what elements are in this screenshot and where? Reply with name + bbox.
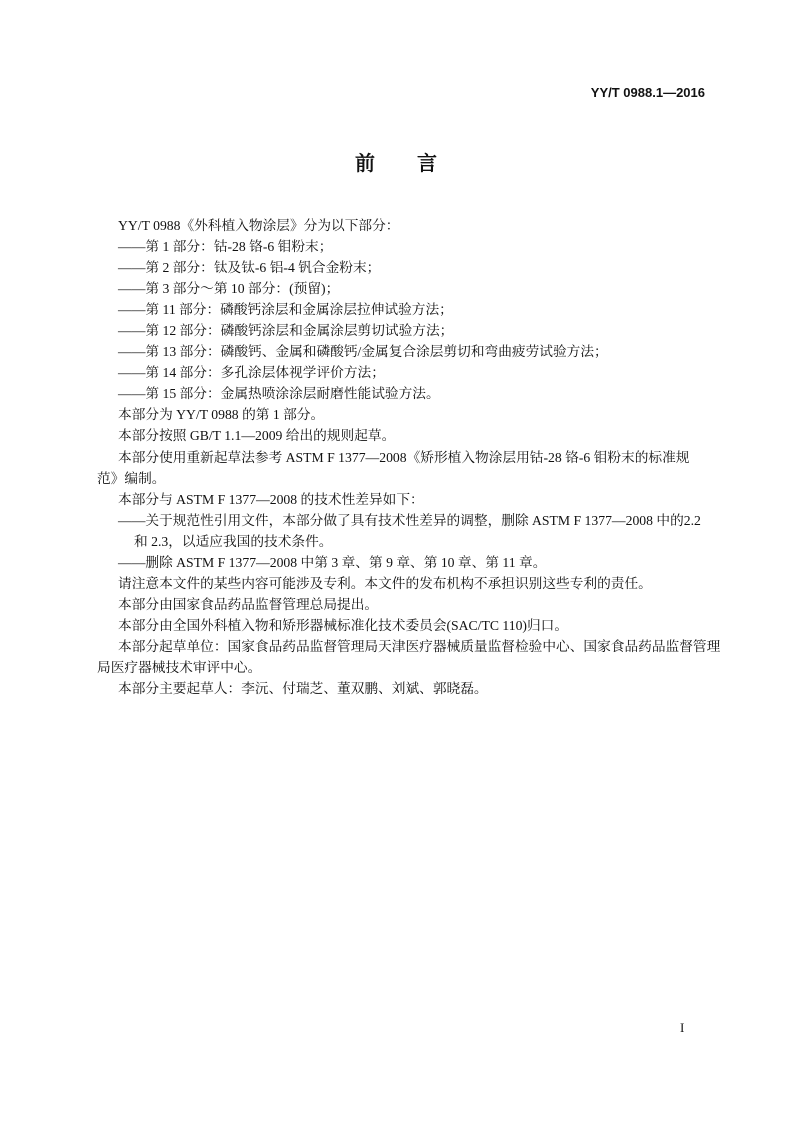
paragraph-drafting-units — [0, 636, 794, 678]
list-item-part-14 — [0, 362, 794, 383]
list-item-difference-references — [0, 510, 794, 552]
body-line: 本部分由国家食品药品监督管理总局提出。 — [118, 596, 379, 612]
list-item-part-15 — [0, 383, 794, 404]
foreword-body — [0, 215, 794, 699]
body-line: ——第 3 部分～第 10 部分：(预留)； — [118, 281, 340, 297]
body-line: 范》编制。 — [97, 470, 166, 486]
body-line: ——第 12 部分：磷酸钙涂层和金属涂层剪切试验方法； — [118, 323, 454, 339]
body-line: 本部分为 YY/T 0988 的第 1 部分。 — [118, 407, 325, 423]
list-item-part-13 — [0, 341, 794, 362]
list-item-part-3-10 — [0, 278, 794, 299]
body-line: 和 2.3，以适应我国的技术条件。 — [134, 533, 333, 549]
paragraph-drafting-rules — [0, 425, 794, 446]
paragraph-patent-notice — [0, 573, 794, 594]
paragraph-proposed-by — [0, 594, 794, 615]
paragraph-differences-intro — [0, 489, 794, 510]
paragraph-drafters — [0, 678, 794, 699]
body-line: ——第 2 部分：钛及钛-6 铝-4 钒合金粉末； — [118, 260, 381, 276]
list-item-part-11 — [0, 299, 794, 320]
body-line: ——第 15 部分：金属热喷涂涂层耐磨性能试验方法。 — [118, 386, 440, 402]
body-line: ——第 11 部分：磷酸钙涂层和金属涂层拉伸试验方法； — [118, 302, 453, 318]
body-line: 本部分使用重新起草法参考 ASTM F 1377—2008《矫形植入物涂层用钴-28 铬-6 钼粉末的标准规 — [118, 449, 690, 465]
list-item-part-2 — [0, 257, 794, 278]
body-line: YY/T 0988《外科植入物涂层》分为以下部分： — [118, 218, 400, 233]
body-line: ——第 13 部分：磷酸钙、金属和磷酸钙/金属复合涂层剪切和弯曲疲劳试验方法； — [118, 344, 608, 360]
paragraph-parts-intro — [0, 215, 794, 236]
section-title: 前言 — [355, 151, 479, 175]
body-line: 本部分主要起草人：李沅、付瑞芝、董双鹏、刘斌、郭晓磊。 — [118, 681, 488, 697]
standard-number: YY/T 0988.1—2016 — [590, 85, 705, 100]
body-line: ——第 14 部分：多孔涂层体视学评价方法； — [118, 365, 385, 381]
body-line: 局医疗器械技术审评中心。 — [97, 659, 262, 675]
list-item-part-1 — [0, 236, 794, 257]
page-number: I — [680, 1020, 685, 1035]
body-line: 本部分按照 GB/T 1.1—2009 给出的规则起草。 — [118, 428, 396, 444]
list-item-difference-chapters — [0, 552, 794, 573]
paragraph-redrafting-method — [0, 447, 794, 489]
paragraph-part-statement — [0, 404, 794, 425]
body-line: 本部分与 ASTM F 1377—2008 的技术性差异如下： — [118, 491, 424, 507]
body-line: 请注意本文件的某些内容可能涉及专利。本文件的发布机构不承担识别这些专利的责任。 — [118, 575, 652, 591]
body-line: ——第 1 部分：钴-28 铬-6 钼粉末； — [118, 239, 333, 255]
paragraph-under-jurisdiction — [0, 615, 794, 636]
list-item-part-12 — [0, 320, 794, 341]
body-line: ——关于规范性引用文件，本部分做了具有技术性差异的调整，删除 ASTM F 1377—2008 中的2.2 — [118, 512, 701, 528]
body-line: 本部分由全国外科植入物和矫形器械标准化技术委员会(SAC/TC 110)归口。 — [118, 617, 569, 633]
body-line: ——删除 ASTM F 1377—2008 中第 3 章、第 9 章、第 10 章、第 11 章。 — [118, 554, 547, 570]
body-line: 本部分起草单位：国家食品药品监督管理局天津医疗器械质量监督检验中心、国家食品药品监督管理 — [118, 638, 721, 654]
